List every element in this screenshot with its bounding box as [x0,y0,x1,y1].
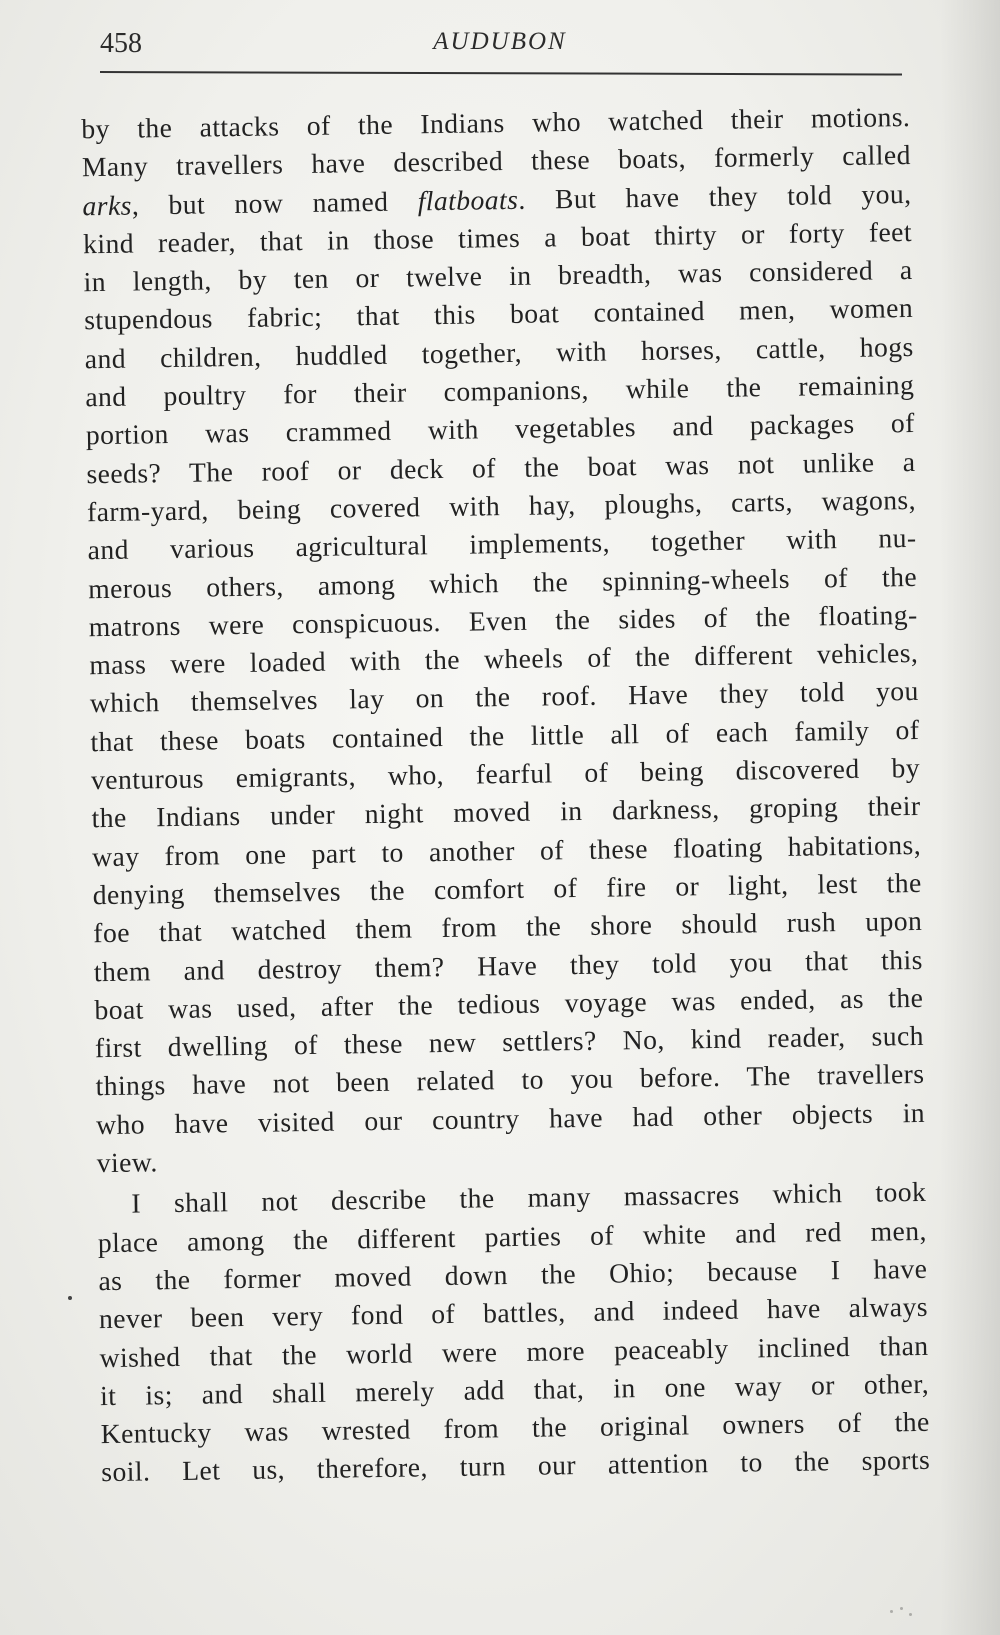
text-run: in length, by ten or twelve in breadth, was considered a [83,254,913,298]
text-run: the Indians under night moved in darkness, groping their [91,790,921,834]
text-run: as the former moved down the Ohio; because I have [98,1252,928,1297]
italic-term: flatboats [417,183,519,216]
text-run: Many travellers have described these boats, formerly called [81,139,912,183]
text-run: boat was used, after the tedious voyage was ended, as the [94,981,924,1026]
text-run: Kentucky was wrested from the original owners of the [100,1405,930,1450]
page-number: 458 [100,28,142,59]
text-run: denying themselves the comfort of fire or light, lest the [92,866,922,911]
margin-speck [68,1296,72,1300]
text-run: which themselves lay on the roof. Have they told you [89,675,920,719]
text-run: things have not been related to you before. The travellers [95,1058,925,1102]
text-run: who have visited our country have had other objects in [95,1096,926,1140]
paragraph [81,98,926,1182]
text-run: by the attacks of the Indians who watched their motions. [81,100,911,145]
running-head-title: AUDUBON [433,28,567,55]
text-run: first dwelling of these new settlers? No, kind reader, such [94,1020,925,1064]
text-run: seeds? The roof or deck of the boat was not unlike a [86,445,916,489]
text-run: matrons were conspicuous. Even the sides of the floating- [88,598,918,643]
text-run: way from one part to another of these floating habitations, [91,828,922,872]
text-run: place among the different parties of white and red men, [97,1214,928,1258]
text-run: view. [96,1146,158,1179]
text-run: mass were loaded with the wheels of the different vehicles, [89,637,919,681]
text-run: never been very fond of battles, and indeed have always [98,1291,929,1335]
text-run: that these boats contained the little all of each family of [90,713,920,757]
text-run: , but now named [131,184,418,221]
text-run: them and destroy them? Have they told you that this [93,943,924,987]
header-rule [100,71,902,76]
text-run: stupendous fabric; that this boat contained men, women [83,292,914,336]
text-run: soil. Let us, therefore, turn our attention to the sports [101,1444,931,1488]
text-run: . But have they told you, [518,177,912,215]
text-run: foe that watched them from the shore should rush upon [93,905,923,949]
text-run: kind reader, that in those times a boat thirty or forty feet [82,215,913,260]
text-run: wished that the world were more peaceably inclined than [99,1329,929,1373]
text-run: and poultry for their companions, while the remaining [85,369,915,413]
text-run: I shall not describe the many massacres which took [131,1176,927,1219]
page-gutter-shadow [940,0,1000,1635]
text-run: and various agricultural implements, together with nu- [87,522,917,566]
italic-term: arks [82,189,133,221]
text-run: portion was crammed with vegetables and packages of [85,407,916,451]
text-run: farm-yard, being covered with hay, ploughs, carts, wagons, [86,483,917,528]
text-run: it is; and shall merely add that, in one way or other, [99,1367,930,1411]
body-text [81,98,930,1492]
corner-specks [888,1606,918,1618]
paragraph [97,1173,930,1492]
text-run: venturous emigrants, who, fearful of being discovered by [90,751,921,796]
text-run: and children, huddled together, with horses, cattle, hogs [84,330,914,375]
text-run: merous others, among which the spinning-wheels of the [87,560,918,604]
